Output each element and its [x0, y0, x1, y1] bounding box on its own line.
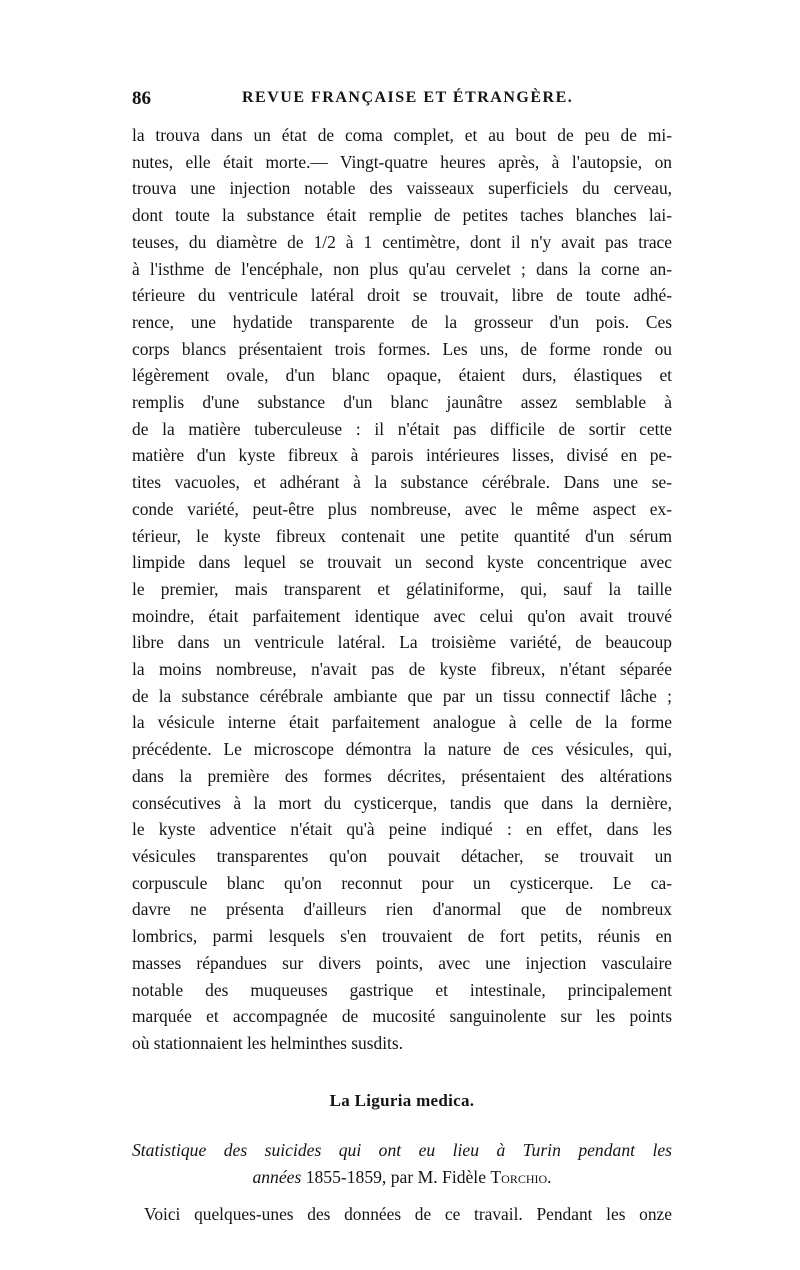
text-line: lombrics, parmi lesquels s'en trouvaient de fort petits, réunis en — [132, 926, 672, 947]
text-line: la moins nombreuse, n'avait pas de kyste fibreux, n'étant séparée — [132, 659, 672, 680]
page-number: 86 — [132, 88, 151, 109]
text-line: notable des muqueuses gastrique et intestinale, principalement — [132, 979, 672, 1000]
text-line: trouva une injection notable des vaisseaux superficiels du cerveau, — [132, 178, 672, 199]
text-line: teuses, du diamètre de 1/2 à 1 centimètre, dont il n'y avait pas trace — [132, 231, 672, 252]
text-line: térieur, le kyste fibreux contenait une petite quantité d'un sérum — [132, 525, 672, 546]
text-line: matière d'un kyste fibreux à parois intérieures lisses, divisé en pe- — [132, 445, 672, 466]
text-line: nutes, elle était morte.— Vingt-quatre heures après, à l'autopsie, on — [132, 151, 672, 172]
text-line: dont toute la substance était remplie de petites taches blanches lai- — [132, 205, 672, 226]
text-line: tites vacuoles, et adhérant à la substance cérébrale. Dans une se- — [132, 472, 672, 493]
text-line: de la matière tuberculeuse : il n'était pas difficile de sortir cette — [132, 418, 672, 439]
text-line: le premier, mais transparent et gélatiniforme, qui, sauf la taille — [132, 578, 672, 599]
page-header — [132, 88, 672, 122]
text-line: marquée et accompagnée de mucosité sanguinolente sur les points — [132, 1006, 672, 1027]
text-line: de la substance cérébrale ambiante que par un tissu connectif lâche ; — [132, 685, 672, 706]
text-line: où stationnaient les helminthes susdits. — [132, 1032, 403, 1053]
text-line: corpuscule blanc qu'on reconnut pour un cysticerque. Le ca- — [132, 872, 672, 893]
text-line: libre dans un ventricule latéral. La troisième variété, de beaucoup — [132, 632, 672, 653]
article-title-line-2 — [132, 1164, 672, 1191]
running-title: REVUE FRANÇAISE ET ÉTRANGÈRE. — [242, 89, 574, 106]
author-surname: Torchio — [490, 1166, 548, 1187]
text-line: térieure du ventricule latéral droit se trouvait, libre de toute adhé- — [132, 285, 672, 306]
article-title-line-1: Statistique des suicides qui ont eu lieu à Turin pendant les — [132, 1139, 672, 1160]
text-line: limpide dans lequel se trouvait un second kyste concentrique avec — [132, 552, 672, 573]
text-line: le kyste adventice n'était qu'à peine indiqué : en effet, dans les — [132, 819, 672, 840]
text-line: corps blancs présentaient trois formes. Les uns, de forme ronde ou — [132, 338, 672, 359]
text-line: moindre, était parfaitement identique avec celui qu'on avait trouvé — [132, 605, 672, 626]
text-line: rence, une hydatide transparente de la grosseur d'un pois. Ces — [132, 311, 672, 332]
paragraph-opening-line: Voici quelques-unes des données de ce travail. Pendant les onze — [144, 1203, 672, 1224]
text-line: à l'isthme de l'encéphale, non plus qu'au cervelet ; dans la corne an- — [132, 258, 672, 279]
text-line: consécutives à la mort du cysticerque, tandis que dans la dernière, — [132, 792, 672, 813]
text-line: vésicules transparentes qu'on pouvait détacher, se trouvait un — [132, 845, 672, 866]
article-title-details: 1855-1859, par M. Fidèle — [301, 1166, 491, 1187]
text-line: masses répandues sur divers points, avec une injection vasculaire — [132, 952, 672, 973]
body-paragraph — [132, 122, 672, 1057]
text-line: remplis d'une substance d'un blanc jaunâtre assez semblable à — [132, 392, 672, 413]
text-line: la vésicule interne était parfaitement analogue à celle de la forme — [132, 712, 672, 733]
article-title-end: . — [547, 1166, 552, 1187]
section-title: La Liguria medica. — [329, 1090, 475, 1110]
article-title — [132, 1137, 672, 1191]
text-line: légèrement ovale, d'un blanc opaque, étaient durs, élastiques et — [132, 365, 672, 386]
article-title-italic-word: années — [252, 1166, 302, 1187]
text-line: davre ne présenta d'ailleurs rien d'anormal que de nombreux — [132, 899, 672, 920]
text-line: la trouva dans un état de coma complet, et au bout de peu de mi- — [132, 125, 672, 145]
text-line: conde variété, peut-être plus nombreuse, avec le même aspect ex- — [132, 498, 672, 519]
text-line: dans la première des formes décrites, présentaient des altérations — [132, 765, 672, 786]
book-page — [132, 88, 672, 1227]
text-line: précédente. Le microscope démontra la nature de ces vésicules, qui, — [132, 739, 672, 760]
